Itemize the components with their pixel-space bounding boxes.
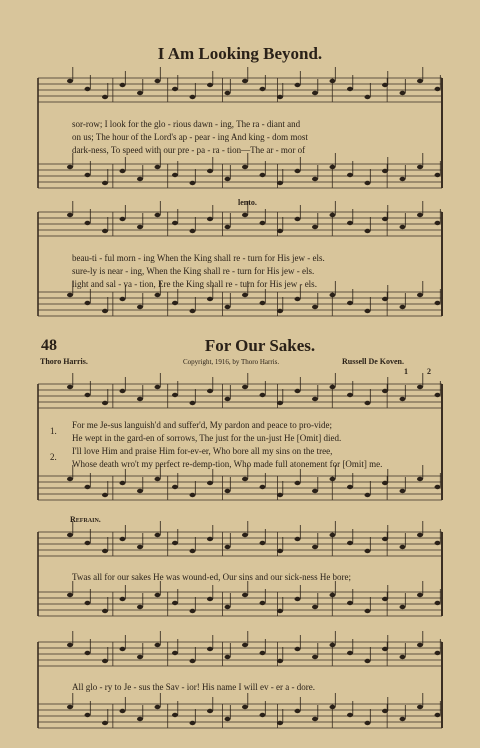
- note-head: [295, 217, 301, 221]
- verse-number: 1.: [50, 426, 57, 436]
- note-head: [277, 659, 283, 663]
- note-head: [365, 309, 371, 313]
- note-head: [120, 597, 126, 601]
- note-head: [347, 393, 353, 397]
- note-head: [85, 301, 91, 305]
- note-head: [155, 643, 161, 647]
- note-head: [190, 493, 196, 497]
- note-head: [277, 493, 283, 497]
- note-head: [330, 593, 336, 597]
- hymn1-lyric-line: light and sal - va - tion, Ere the King shall re - turn for His jew - els.: [72, 279, 317, 289]
- note-head: [242, 643, 248, 647]
- hymn2-title: For Our Sakes.: [204, 336, 316, 355]
- note-head: [172, 301, 178, 305]
- note-head: [155, 213, 161, 217]
- note-head: [312, 717, 318, 721]
- note-head: [137, 545, 143, 549]
- note-head: [102, 659, 108, 663]
- note-head: [155, 477, 161, 481]
- note-head: [347, 651, 353, 655]
- note-head: [225, 225, 231, 229]
- note-head: [417, 593, 423, 597]
- note-head: [312, 397, 318, 401]
- note-head: [260, 301, 266, 305]
- note-head: [330, 385, 336, 389]
- note-head: [67, 593, 73, 597]
- hymn2-number: 48: [41, 337, 57, 354]
- note-head: [155, 79, 161, 83]
- note-head: [207, 169, 213, 173]
- note-head: [242, 477, 248, 481]
- note-head: [295, 83, 301, 87]
- note-head: [120, 389, 126, 393]
- note-head: [382, 389, 388, 393]
- hymn2-author: Thoro Harris.: [40, 357, 88, 366]
- note-head: [172, 651, 178, 655]
- note-head: [312, 489, 318, 493]
- note-head: [277, 95, 283, 99]
- note-head: [277, 309, 283, 313]
- note-head: [85, 601, 91, 605]
- note-head: [67, 643, 73, 647]
- note-head: [155, 593, 161, 597]
- note-head: [155, 533, 161, 537]
- note-head: [190, 229, 196, 233]
- note-head: [382, 481, 388, 485]
- note-head: [295, 597, 301, 601]
- note-head: [382, 83, 388, 87]
- note-head: [120, 647, 126, 651]
- note-head: [225, 655, 231, 659]
- hymn2-lyric-line: Whose death wro't my perfect re-demp-tion, Who made full atonement for [Omit] me.: [72, 459, 383, 469]
- note-head: [417, 533, 423, 537]
- hymn1-title: I Am Looking Beyond.: [157, 44, 323, 63]
- note-head: [225, 717, 231, 721]
- note-head: [365, 181, 371, 185]
- note-head: [67, 705, 73, 709]
- note-head: [190, 659, 196, 663]
- note-head: [85, 221, 91, 225]
- note-head: [172, 393, 178, 397]
- note-head: [400, 655, 406, 659]
- note-head: [382, 647, 388, 651]
- note-head: [190, 549, 196, 553]
- note-head: [67, 165, 73, 169]
- note-head: [347, 485, 353, 489]
- note-head: [260, 221, 266, 225]
- note-head: [102, 721, 108, 725]
- hymn2-lyric-line: I'll love Him and praise Him for-ev-er, Who bore all my sins on the tree,: [72, 446, 333, 456]
- note-head: [120, 83, 126, 87]
- note-head: [207, 647, 213, 651]
- note-head: [137, 225, 143, 229]
- note-head: [155, 705, 161, 709]
- note-head: [242, 213, 248, 217]
- note-head: [400, 305, 406, 309]
- note-head: [400, 545, 406, 549]
- note-head: [277, 721, 283, 725]
- note-head: [102, 95, 108, 99]
- note-head: [172, 87, 178, 91]
- note-head: [417, 385, 423, 389]
- note-head: [137, 397, 143, 401]
- note-head: [260, 541, 266, 545]
- note-head: [435, 301, 441, 305]
- note-head: [137, 305, 143, 309]
- note-head: [365, 229, 371, 233]
- note-head: [172, 221, 178, 225]
- note-head: [172, 601, 178, 605]
- note-head: [260, 601, 266, 605]
- note-head: [190, 309, 196, 313]
- note-head: [400, 717, 406, 721]
- note-head: [382, 537, 388, 541]
- note-head: [207, 83, 213, 87]
- note-head: [137, 91, 143, 95]
- note-head: [137, 489, 143, 493]
- note-head: [365, 95, 371, 99]
- note-head: [347, 601, 353, 605]
- note-head: [382, 217, 388, 221]
- note-head: [330, 643, 336, 647]
- note-head: [400, 489, 406, 493]
- note-head: [330, 165, 336, 169]
- note-head: [347, 301, 353, 305]
- note-head: [277, 549, 283, 553]
- hymn2-lyric-line: For me Je-sus languish'd and suffer'd, My pardon and peace to pro-vide;: [72, 420, 333, 430]
- note-head: [190, 181, 196, 185]
- note-head: [330, 477, 336, 481]
- note-head: [137, 717, 143, 721]
- refrain-lyric-line: Twas all for our sakes He was wound-ed, Our sins and our sick-ness He bore;: [72, 572, 352, 582]
- note-head: [225, 177, 231, 181]
- note-head: [417, 643, 423, 647]
- note-head: [225, 397, 231, 401]
- note-head: [347, 713, 353, 717]
- hymn2-copyright: Copyright, 1916, by Thoro Harris.: [183, 358, 280, 366]
- note-head: [400, 397, 406, 401]
- hymn1-lyric-line: sure-ly is near - ing, When the King shall re - turn for His jew - els.: [72, 266, 315, 276]
- note-head: [67, 79, 73, 83]
- note-head: [67, 477, 73, 481]
- note-head: [295, 647, 301, 651]
- note-head: [190, 609, 196, 613]
- note-head: [155, 293, 161, 297]
- note-head: [347, 541, 353, 545]
- note-head: [85, 173, 91, 177]
- note-head: [277, 181, 283, 185]
- note-head: [207, 709, 213, 713]
- tempo-mark: lento.: [238, 198, 257, 207]
- note-head: [260, 485, 266, 489]
- refrain-lyric-line: All glo - ry to Je - sus the Sav - ior! His name I will ev - er a - dore.: [72, 682, 315, 692]
- note-head: [190, 721, 196, 725]
- note-head: [225, 605, 231, 609]
- note-head: [435, 601, 441, 605]
- note-head: [295, 481, 301, 485]
- note-head: [435, 173, 441, 177]
- hymn1-lyric-line: beau-ti - ful morn - ing When the King shall re - turn for His jew - els.: [72, 253, 325, 263]
- note-head: [417, 293, 423, 297]
- note-head: [137, 177, 143, 181]
- note-head: [435, 485, 441, 489]
- note-head: [365, 493, 371, 497]
- note-head: [417, 165, 423, 169]
- note-head: [295, 709, 301, 713]
- note-head: [242, 705, 248, 709]
- note-head: [312, 655, 318, 659]
- note-head: [400, 177, 406, 181]
- note-head: [260, 651, 266, 655]
- note-head: [295, 537, 301, 541]
- note-head: [347, 87, 353, 91]
- note-head: [330, 533, 336, 537]
- note-head: [120, 217, 126, 221]
- note-head: [120, 169, 126, 173]
- note-head: [102, 181, 108, 185]
- note-head: [137, 655, 143, 659]
- note-head: [400, 605, 406, 609]
- note-head: [347, 173, 353, 177]
- note-head: [102, 609, 108, 613]
- note-head: [365, 659, 371, 663]
- note-head: [400, 91, 406, 95]
- note-head: [207, 389, 213, 393]
- note-head: [330, 79, 336, 83]
- note-head: [435, 651, 441, 655]
- note-head: [242, 79, 248, 83]
- note-head: [435, 713, 441, 717]
- note-head: [102, 493, 108, 497]
- note-head: [260, 87, 266, 91]
- note-head: [242, 293, 248, 297]
- note-head: [120, 297, 126, 301]
- note-head: [102, 549, 108, 553]
- note-head: [85, 485, 91, 489]
- note-head: [85, 87, 91, 91]
- note-head: [382, 297, 388, 301]
- note-head: [242, 385, 248, 389]
- note-head: [417, 213, 423, 217]
- note-head: [277, 401, 283, 405]
- note-head: [295, 297, 301, 301]
- note-head: [172, 541, 178, 545]
- verse-number: 2.: [50, 452, 57, 462]
- note-head: [207, 537, 213, 541]
- note-head: [365, 401, 371, 405]
- note-head: [85, 541, 91, 545]
- note-head: [207, 297, 213, 301]
- note-head: [365, 721, 371, 725]
- note-head: [435, 541, 441, 545]
- note-head: [225, 489, 231, 493]
- note-head: [85, 393, 91, 397]
- note-head: [330, 293, 336, 297]
- note-head: [417, 477, 423, 481]
- note-head: [435, 221, 441, 225]
- note-head: [102, 309, 108, 313]
- note-head: [400, 225, 406, 229]
- note-head: [312, 177, 318, 181]
- note-head: [312, 305, 318, 309]
- note-head: [260, 713, 266, 717]
- note-head: [120, 481, 126, 485]
- note-head: [67, 385, 73, 389]
- note-head: [312, 545, 318, 549]
- note-head: [120, 537, 126, 541]
- note-head: [330, 213, 336, 217]
- note-head: [155, 385, 161, 389]
- note-head: [190, 401, 196, 405]
- note-head: [172, 713, 178, 717]
- hymn2-composer: Russell De Koven.: [342, 357, 404, 366]
- note-head: [85, 713, 91, 717]
- note-head: [137, 605, 143, 609]
- note-head: [277, 229, 283, 233]
- note-head: [312, 605, 318, 609]
- note-head: [417, 79, 423, 83]
- note-head: [67, 293, 73, 297]
- hymn1-lyric-line: dark-ness, To speed with our pre - pa - ra - tion—The ar - mor of: [72, 145, 306, 155]
- note-head: [207, 481, 213, 485]
- note-head: [242, 533, 248, 537]
- note-head: [225, 91, 231, 95]
- note-head: [295, 389, 301, 393]
- note-head: [312, 225, 318, 229]
- note-head: [382, 169, 388, 173]
- note-head: [277, 609, 283, 613]
- note-head: [435, 87, 441, 91]
- refrain-label: Refrain.: [70, 515, 101, 524]
- note-head: [242, 165, 248, 169]
- note-head: [365, 549, 371, 553]
- note-head: [102, 229, 108, 233]
- note-head: [435, 393, 441, 397]
- note-head: [67, 533, 73, 537]
- note-head: [295, 169, 301, 173]
- note-head: [225, 305, 231, 309]
- note-head: [207, 597, 213, 601]
- note-head: [172, 173, 178, 177]
- note-head: [365, 609, 371, 613]
- note-head: [382, 597, 388, 601]
- note-head: [260, 393, 266, 397]
- note-head: [155, 165, 161, 169]
- second-ending: 2: [427, 367, 431, 376]
- hymn1-lyric-line: sor-row; I look for the glo - rious dawn - ing, The ra - diant and: [72, 119, 301, 129]
- note-head: [260, 173, 266, 177]
- note-head: [190, 95, 196, 99]
- hymn2-lyric-line: He wept in the gard-en of sorrows, The just for the un-just He [Omit] died.: [72, 433, 342, 443]
- note-head: [120, 709, 126, 713]
- note-head: [347, 221, 353, 225]
- note-head: [242, 593, 248, 597]
- note-head: [225, 545, 231, 549]
- note-head: [312, 91, 318, 95]
- note-head: [417, 705, 423, 709]
- note-head: [172, 485, 178, 489]
- note-head: [85, 651, 91, 655]
- note-head: [67, 213, 73, 217]
- first-ending: 1: [404, 367, 408, 376]
- note-head: [382, 709, 388, 713]
- hymn1-lyric-line: on us; The hour of the Lord's ap - pear - ing And king - dom most: [72, 132, 308, 142]
- note-head: [207, 217, 213, 221]
- note-head: [330, 705, 336, 709]
- note-head: [102, 401, 108, 405]
